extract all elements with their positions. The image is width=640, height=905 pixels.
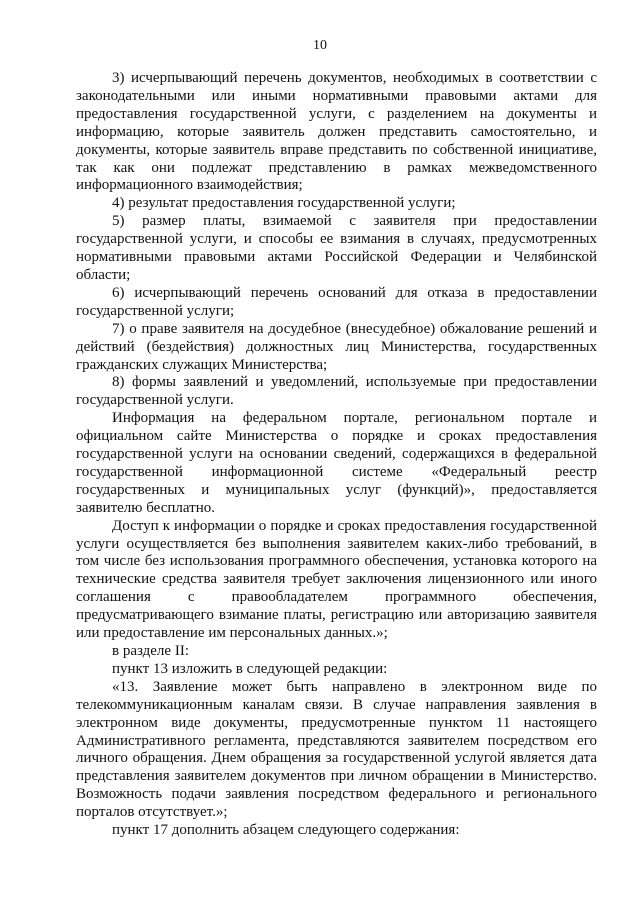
page-number: 10 xyxy=(313,38,327,53)
paragraph-item-6-refusal-grounds: 6) исчерпывающий перечень оснований для отказа в предоставлении государственной услуги; xyxy=(76,284,597,319)
paragraph-item-8-forms: 8) формы заявлений и уведомлений, используемые при предоставлении государственной услуги. xyxy=(76,374,597,409)
paragraph-item-4-result: 4) результат предоставления государственной услуги; xyxy=(112,195,456,212)
paragraph-item-7-appeal-right: 7) о праве заявителя на досудебное (внесудебное) обжалование решений и действий (бездействия) должностных лиц Министерства, государственных гражданских служащих Министерства; xyxy=(76,320,597,373)
paragraph-item-3-documents-list: 3) исчерпывающий перечень документов, необходимых в соответствии с законодательными или иными нормативными правовыми актами для предоставления государственной услуги, с разделением на документы и информацию, которые заявитель должен представить самостоятельно, и документы, которые заявитель вправе представить по собственной инициативе, так как они подлежат представлению в рамках межведомственного информационного взаимодействия; xyxy=(76,70,597,194)
paragraph-section-2: в разделе II: xyxy=(112,643,189,659)
document-body xyxy=(76,70,597,840)
paragraph-portal-information: Информация на федеральном портале, региональном портале и официальном сайте Министерства о порядке и сроках предоставления государственной услуги на основании сведений, содержащихся в федеральной государственной информационной системе «Федеральный реестр государственных и муниципальных услуг (функций)», предоставляется заявителю бесплатно. xyxy=(76,410,597,516)
paragraph-item-5-fee: 5) размер платы, взимаемой с заявителя при предоставлении государственной услуги, и способы ее взимания в случаях, предусмотренных нормативными правовыми актами Российской Федерации и Челябинской области; xyxy=(76,213,597,283)
paragraph-access-to-information: Доступ к информации о порядке и сроках предоставления государственной услуги осуществляется без выполнения заявителем каких-либо требований, в том числе без использования программного обеспечения, установка которого на технические средства заявителя требует заключения лицензионного или иного соглашения с правообладателем программного обеспечения, предусматривающего взимание платы, регистрацию или авторизацию заявителя или предоставление им персональных данных.»; xyxy=(76,517,597,642)
paragraph-point-13-intro: пункт 13 изложить в следующей редакции: xyxy=(112,660,388,677)
paragraph-point-13-text: «13. Заявление может быть направлено в электронном виде по телекоммуникационным каналам связи. В случае направления заявления в электронном виде документы, предусмотренные пунктом 11 настоящего Административного регламента, представляются заявителем посредством его личного обращения. Днем обращения за государственной услугой является дата представления заявителем документов при личном обращении в Министерство. Возможность подачи заявления посредством федерального и регионального порталов отсутствует.»; xyxy=(76,678,597,821)
paragraph-point-17-intro: пункт 17 дополнить абзацем следующего содержания: xyxy=(112,822,460,839)
